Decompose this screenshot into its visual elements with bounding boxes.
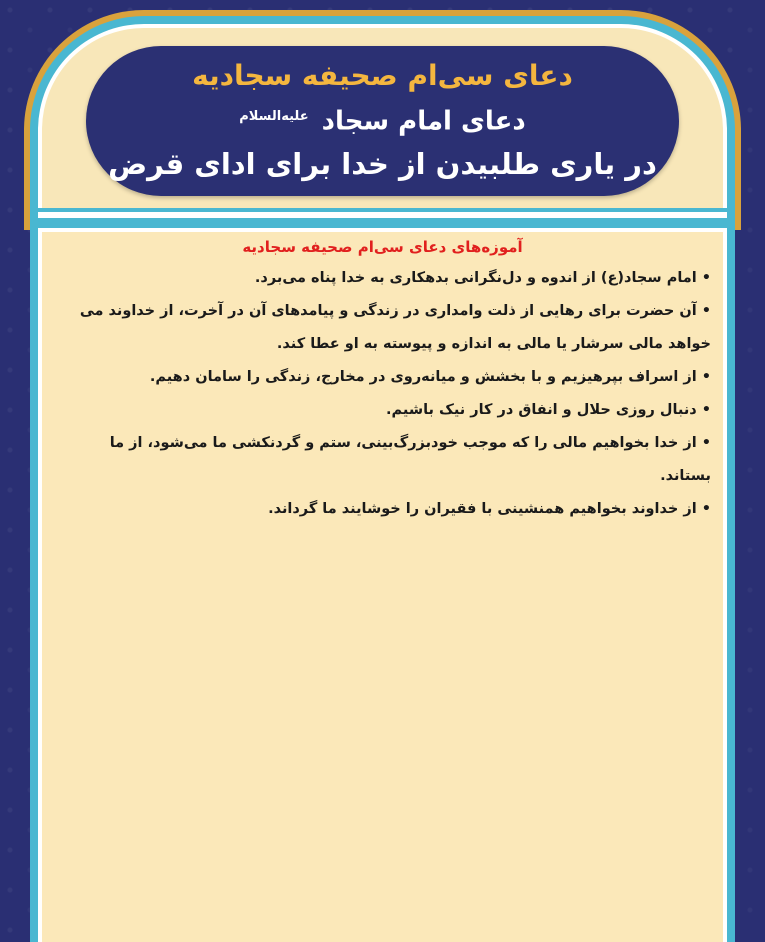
content-panel xyxy=(42,232,723,942)
bullet-icon: • xyxy=(701,270,711,286)
header-subtitle xyxy=(239,96,525,143)
list-item xyxy=(54,427,711,493)
bullet-icon: • xyxy=(701,501,711,517)
list-item xyxy=(54,295,711,361)
list-item xyxy=(54,262,711,295)
bullet-icon: • xyxy=(701,369,711,385)
header-topic: در یاری طلبیدن از خدا برای ادای قرض xyxy=(108,147,657,182)
teachings-list xyxy=(54,262,711,526)
separator-white xyxy=(38,212,727,218)
header-title: دعای سی‌ام صحیفه سجادیه xyxy=(192,58,573,92)
bullet-icon: • xyxy=(701,402,711,418)
list-item-text: از اسراف بپرهیزیم و با بخشش و میانه‌روی در مخارج، زندگی را سامان دهیم. xyxy=(149,369,697,385)
content-title: آموزه‌های دعای سی‌ام صحیفه سجادیه xyxy=(242,238,523,256)
list-item-text: امام سجاد(ع) از اندوه و دل‌نگرانی بدهکاری به خدا پناه می‌برد. xyxy=(254,270,697,286)
list-item xyxy=(54,394,711,427)
header-banner xyxy=(86,46,679,196)
bullet-icon: • xyxy=(701,303,711,319)
list-item-text: دنبال روزی حلال و انفاق در کار نیک باشیم. xyxy=(386,402,697,418)
bullet-icon: • xyxy=(701,435,711,451)
list-item xyxy=(54,493,711,526)
header-subtitle-text: دعای امام سجاد xyxy=(321,106,526,137)
list-item-text: از خداوند بخواهیم همنشینی با فقیران را خوشایند ما گرداند. xyxy=(268,501,697,517)
list-item xyxy=(54,361,711,394)
honorific-calligraphy: علیه‌السلام xyxy=(239,108,309,124)
list-item-text: از خدا بخواهیم مالی را که موجب خودبزرگ‌بینی، ستم و گردنکشی ما می‌شود، از ما بستاند. xyxy=(109,435,711,484)
list-item-text: آن حضرت برای رهایی از ذلت وامداری در زندگی و پیامدهای آن در آخرت، از خداوند می خواهد مالی سرشار یا مالی به اندازه و پیوسته به او عطا کند. xyxy=(79,303,711,352)
